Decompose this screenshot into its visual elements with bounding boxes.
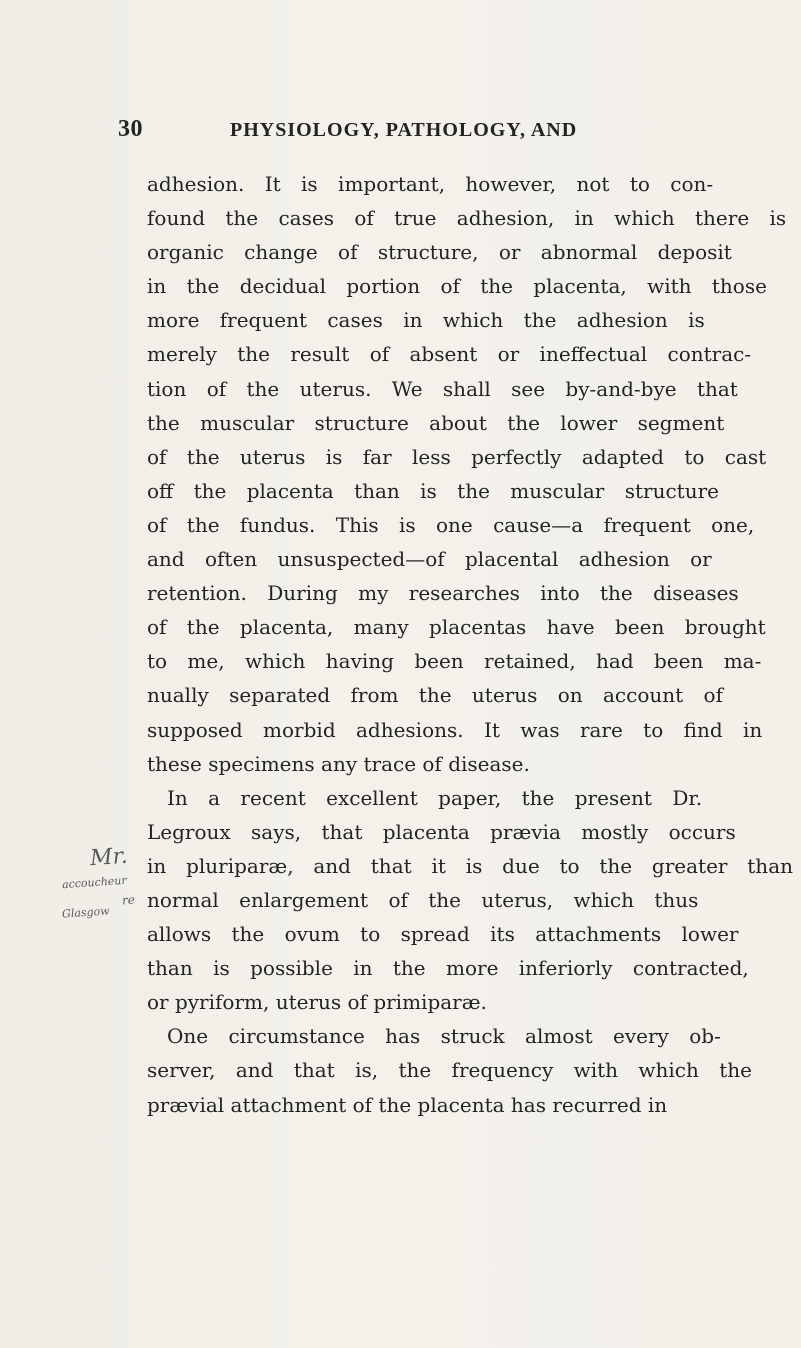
text-line: of the fundus. This is one cause—a frequent one, <box>147 512 755 537</box>
text-line: of the placenta, many placentas have been brought <box>147 615 766 640</box>
text-line: In a recent excellent paper, the present Dr. <box>147 785 703 810</box>
text-line: tion of the uterus. We shall see by-and-bye that <box>147 376 738 401</box>
text-line: One circumstance has struck almost every ob- <box>147 1024 721 1049</box>
handwritten-margin-note: Mr. <box>89 843 129 872</box>
text-line: Legroux says, that placenta prævia mostly occurs <box>147 819 736 844</box>
text-line: adhesion. It is important, however, not to con- <box>147 172 714 196</box>
text-line: or pyriform, uterus of primiparæ. <box>147 990 487 1015</box>
text-line: in pluripаræ, and that it is due to the greater than <box>147 853 793 878</box>
page-header <box>118 116 678 152</box>
text-line: than is possible in the more inferiorly contracted, <box>147 956 749 981</box>
text-line: and often unsuspected—of placental adhesion or <box>147 547 712 572</box>
text-line: to me, which having been retained, had been ma- <box>147 649 762 674</box>
text-line: more frequent cases in which the adhesion is <box>147 308 705 333</box>
text-line: of the uterus is far less perfectly adapted to cast <box>147 444 767 469</box>
page-number: 30 <box>118 116 143 142</box>
handwritten-margin-note: Glasgow <box>61 904 110 921</box>
text-line: found the cases of true adhesion, in which there is <box>147 206 787 231</box>
text-line: organic change of structure, or abnormal deposit <box>147 240 732 265</box>
handwritten-margin-note: accoucheur <box>61 873 128 892</box>
handwritten-margin-note: re <box>121 892 136 908</box>
text-line: server, and that is, the frequency with which the <box>147 1058 752 1083</box>
text-line: off the placenta than is the muscular structure <box>147 478 719 503</box>
running-head: PHYSIOLOGY, PATHOLOGY, AND <box>230 119 578 141</box>
text-line: retention. During my researches into the diseases <box>147 581 739 606</box>
text-line: allows the ovum to spread its attachments lower <box>147 922 739 947</box>
text-line: the muscular structure about the lower segment <box>147 410 725 435</box>
text-line: normal enlargement of the uterus, which thus <box>147 887 699 912</box>
body-text <box>147 167 793 1122</box>
text-line: these specimens any trace of disease. <box>147 751 530 776</box>
text-line: in the decidual portion of the placenta, with those <box>147 274 767 299</box>
text-line: nually separated from the uterus on account of <box>147 683 723 708</box>
text-line: merely the result of absent or ineffectual contrac- <box>147 342 752 367</box>
text-line: prævial attachment of the placenta has recurred in <box>147 1092 668 1117</box>
text-line: supposed morbid adhesions. It was rare to find in <box>147 717 763 742</box>
